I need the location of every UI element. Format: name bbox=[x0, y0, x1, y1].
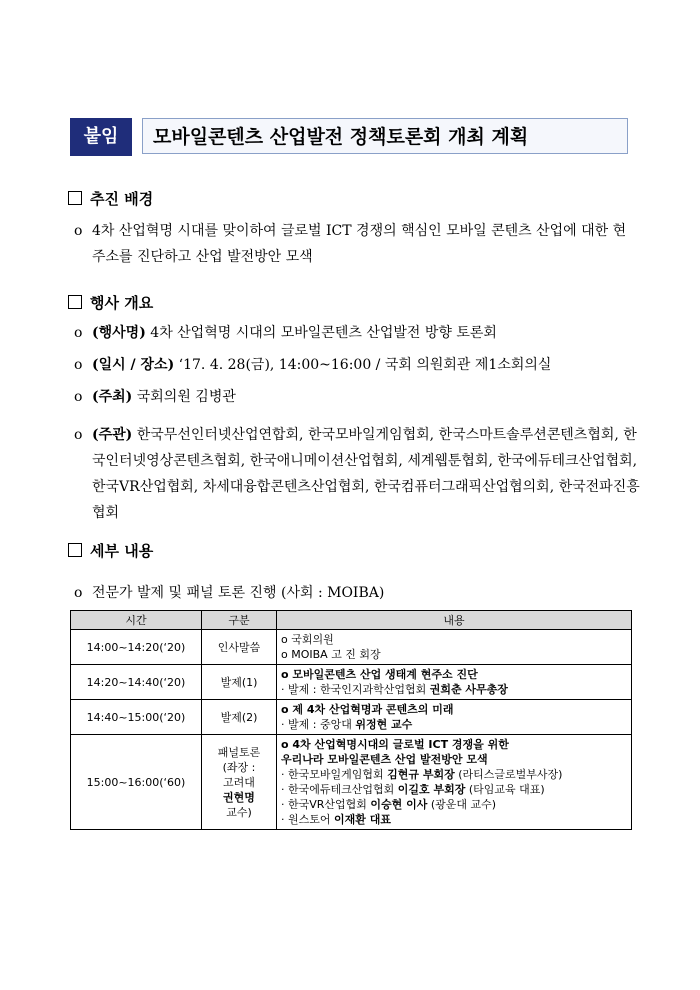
content-line: 우리나라 모바일콘텐츠 산업 발전방안 모색 bbox=[281, 753, 488, 766]
bullet-o-icon: o bbox=[74, 223, 83, 239]
content-line: · 한국VR산업협회 이승현 이사 (광운대 교수) bbox=[281, 798, 497, 811]
content-line: o 국회의원 bbox=[281, 633, 334, 646]
checkbox-square-icon bbox=[68, 295, 82, 309]
content-line: o 제 4차 산업혁명과 콘텐츠의 미래 bbox=[281, 703, 454, 716]
bullet-o-icon: o bbox=[74, 585, 83, 601]
cell-type bbox=[202, 630, 277, 665]
section-heading-details bbox=[68, 540, 153, 561]
checkbox-square-icon bbox=[68, 543, 82, 557]
type-line: 고려대 bbox=[223, 775, 255, 789]
overview-event-name bbox=[74, 320, 644, 346]
document-title-bar bbox=[70, 118, 630, 156]
content-line: o 모바일콘텐츠 산업 생태계 현주소 진단 bbox=[281, 668, 478, 681]
background-item bbox=[74, 218, 644, 270]
type-line: 교수) bbox=[226, 805, 252, 819]
cell-time: 14:00~14:20(‘20) bbox=[71, 630, 202, 665]
background-text: 4차 산업혁명 시대를 맞이하여 글로벌 ICT 경쟁의 핵심인 모바일 콘텐츠 산업에 대한 현 주소를 진단하고 산업 발전방안 모색 bbox=[92, 223, 627, 265]
content-line: o MOIBA 고 진 회장 bbox=[281, 648, 381, 661]
content-line: · 발제 : 한국인지과학산업협회 권희춘 사무총장 bbox=[281, 683, 508, 696]
overview-date-place bbox=[74, 352, 644, 378]
type-line: 인사말씀 bbox=[217, 640, 261, 654]
field-label: (일시 / 장소) bbox=[92, 357, 175, 373]
cell-time: 15:00~16:00(‘60) bbox=[71, 735, 202, 830]
page-title: 모바일콘텐츠 산업발전 정책토론회 개최 계획 bbox=[142, 118, 628, 154]
field-value: 한국무선인터넷산업연합회, 한국모바일게임협회, 한국스마트솔루션콘텐츠협회, 한국인터넷영상콘텐츠협회, 한국애니메이션산업협회, 세계웹툰협회, 한국에듀테크산업협회, 한국VR산업협회, 차세대융합콘텐츠산업협회, 한국컴퓨터그래픽산업협의회, 한국전파진흥협회 bbox=[92, 427, 640, 521]
content-line: o 4차 산업혁명시대의 글로벌 ICT 경쟁을 위한 bbox=[281, 738, 509, 751]
cell-type bbox=[202, 700, 277, 735]
table-row bbox=[71, 735, 632, 830]
person-name: 이승현 이사 bbox=[370, 798, 428, 811]
cell-content bbox=[277, 665, 632, 700]
person-name: 위정현 교수 bbox=[355, 718, 413, 731]
person-name: 이길호 부회장 bbox=[397, 783, 466, 796]
type-line: 패널토론 bbox=[217, 745, 261, 759]
cell-type bbox=[202, 665, 277, 700]
attachment-badge: 붙임 bbox=[70, 118, 132, 156]
details-intro bbox=[74, 580, 644, 606]
field-label: (주관) bbox=[92, 427, 133, 443]
field-value: 국회의원 김병관 bbox=[136, 389, 236, 405]
type-line: 권현명 bbox=[223, 790, 255, 804]
person-name: 권희춘 사무총장 bbox=[429, 683, 508, 696]
section-heading-label: 세부 내용 bbox=[90, 542, 154, 560]
column-header-type: 구분 bbox=[202, 611, 277, 630]
bullet-o-icon: o bbox=[74, 427, 83, 443]
bullet-o-icon: o bbox=[74, 389, 83, 405]
schedule-table bbox=[70, 610, 632, 830]
column-header-time: 시간 bbox=[71, 611, 202, 630]
section-heading-overview bbox=[68, 292, 153, 313]
overview-host bbox=[74, 384, 644, 410]
cell-time: 14:20~14:40(‘20) bbox=[71, 665, 202, 700]
section-heading-background bbox=[68, 188, 153, 209]
field-label: (행사명) bbox=[92, 325, 146, 341]
content-line: · 발제 : 중앙대 위정현 교수 bbox=[281, 718, 413, 731]
cell-content bbox=[277, 700, 632, 735]
content-line: · 원스토어 이재환 대표 bbox=[281, 813, 391, 826]
field-value: ‘17. 4. 28(금), 14:00~16:00 / 국회 의원회관 제1소회의실 bbox=[178, 357, 552, 373]
person-name: 이재환 대표 bbox=[334, 813, 391, 826]
details-intro-text: 전문가 발제 및 패널 토론 진행 (사회 : MOIBA) bbox=[92, 585, 385, 601]
field-value: 4차 산업혁명 시대의 모바일콘텐츠 산업발전 방향 토론회 bbox=[150, 325, 497, 341]
content-line: · 한국모바일게임협회 김현규 부회장 (라티스글로벌부사장) bbox=[281, 768, 563, 781]
content-line: · 한국에듀테크산업협회 이길호 부회장 (타임교육 대표) bbox=[281, 783, 545, 796]
type-line: 발제(2) bbox=[220, 710, 258, 724]
column-header-content: 내용 bbox=[277, 611, 632, 630]
section-heading-label: 추진 배경 bbox=[90, 190, 154, 208]
field-label: (주최) bbox=[92, 389, 133, 405]
table-row bbox=[71, 630, 632, 665]
table-row bbox=[71, 700, 632, 735]
cell-type bbox=[202, 735, 277, 830]
cell-content bbox=[277, 630, 632, 665]
bullet-o-icon: o bbox=[74, 357, 83, 373]
section-heading-label: 행사 개요 bbox=[90, 294, 154, 312]
bullet-o-icon: o bbox=[74, 325, 83, 341]
person-name: 김현규 부회장 bbox=[387, 768, 455, 781]
type-line: (좌장 : bbox=[222, 760, 256, 774]
table-row bbox=[71, 665, 632, 700]
checkbox-square-icon bbox=[68, 191, 82, 205]
overview-organizer bbox=[74, 422, 644, 526]
type-line: 발제(1) bbox=[220, 675, 258, 689]
table-header-row bbox=[71, 611, 632, 630]
cell-content bbox=[277, 735, 632, 830]
cell-time: 14:40~15:00(‘20) bbox=[71, 700, 202, 735]
